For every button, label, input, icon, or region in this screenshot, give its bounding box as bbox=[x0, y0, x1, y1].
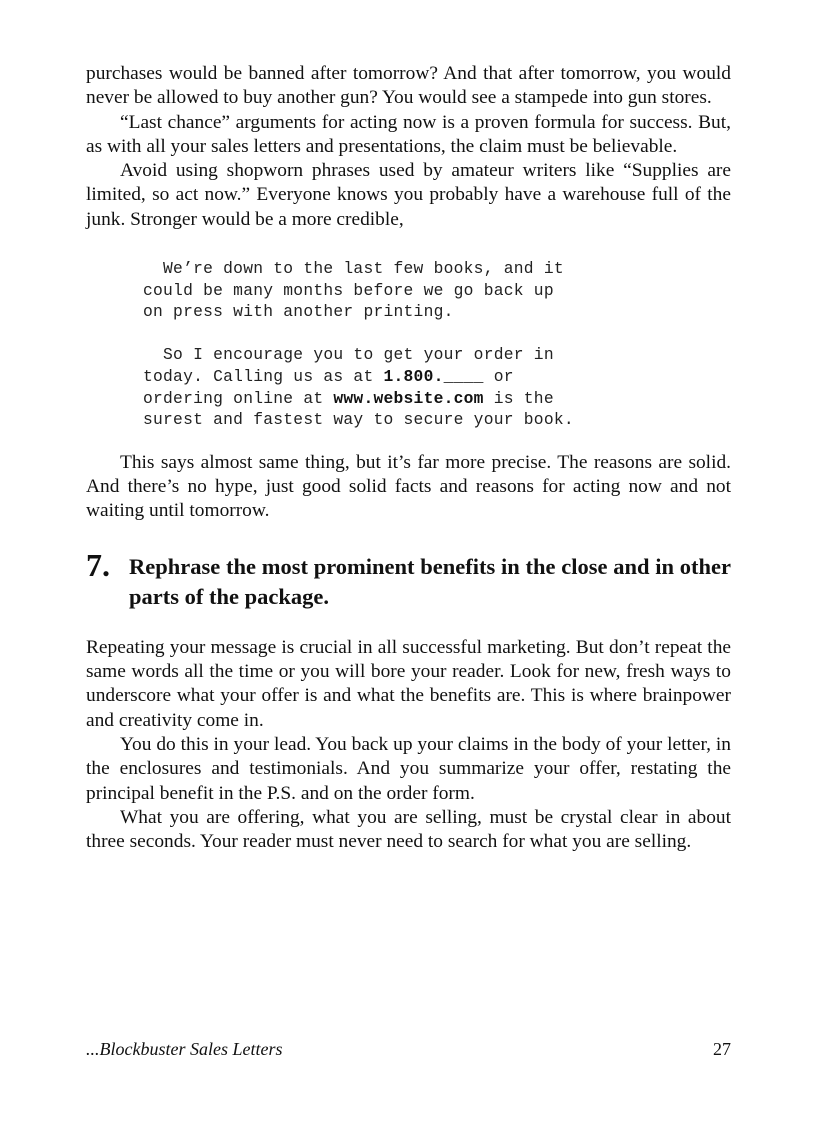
section-heading bbox=[86, 546, 731, 612]
example-text: ordering online at bbox=[143, 388, 334, 408]
body-paragraph: What you are offering, what you are selling, must be crystal clear in about three seconds. Your reader must never need to search for what you are selling. bbox=[86, 806, 731, 853]
section-number: 7. bbox=[86, 546, 110, 583]
website-address: www.website.com bbox=[333, 388, 484, 408]
page-body bbox=[86, 62, 731, 854]
phone-number: 1.800.____ bbox=[383, 367, 484, 387]
page-number: 27 bbox=[713, 1039, 731, 1059]
example-copy-block bbox=[143, 258, 731, 431]
example-line: on press with another printing. bbox=[143, 302, 454, 322]
body-paragraph: purchases would be banned after tomorrow? And that after tomorrow, you would never be allowed to buy another gun? You would see a stampede into gun stores. bbox=[86, 63, 731, 109]
example-text: today. Calling us as at bbox=[143, 367, 384, 387]
section-title: Rephrase the most prominent benefits in the close and in other parts of the package. bbox=[129, 553, 731, 609]
body-paragraph: Avoid using shopworn phrases used by amateur writers like “Supplies are limited, so act now.” Everyone knows you probably have a warehouse full of the junk. Stronger would be a more credible, bbox=[86, 160, 731, 230]
example-line: We’re down to the last few books, and it bbox=[143, 259, 564, 279]
example-line: So I encourage you to get your order in bbox=[143, 345, 554, 365]
body-paragraph: You do this in your lead. You back up your claims in the body of your letter, in the enclosures and testimonials. And you summarize your offer, restating the principal benefit in the P.S. and on the order form. bbox=[86, 733, 731, 804]
body-paragraph: This says almost same thing, but it’s far more precise. The reasons are solid. And there’s no hype, just good solid facts and reasons for acting now and not waiting until tomorrow. bbox=[86, 451, 731, 522]
body-paragraph: “Last chance” arguments for acting now is a proven formula for success. But, as with all your sales letters and presentations, the claim must be believable. bbox=[86, 111, 731, 157]
running-title: ...Blockbuster Sales Letters bbox=[86, 1039, 283, 1059]
body-paragraph: Repeating your message is crucial in all successful marketing. But don’t repeat the same words all the time or you will bore your reader. Look for new, fresh ways to underscore what your offer is and what the benefits are. This is where brainpower and creativity come in. bbox=[86, 636, 731, 731]
example-line: surest and fastest way to secure your book. bbox=[143, 410, 574, 430]
example-text: or bbox=[483, 367, 514, 387]
example-text: is the bbox=[483, 388, 554, 408]
example-line bbox=[143, 366, 731, 388]
example-line: could be many months before we go back up bbox=[143, 280, 554, 300]
example-line bbox=[143, 388, 731, 410]
example-spacer bbox=[143, 323, 731, 345]
